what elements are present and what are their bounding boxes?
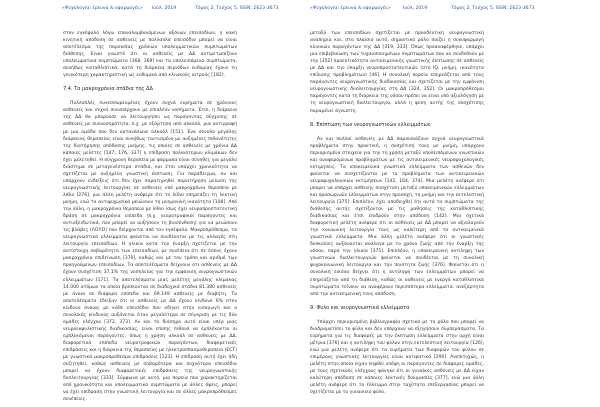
right-text-column bbox=[310, 30, 484, 396]
issue-date: Ιούλ, 2019 bbox=[152, 6, 177, 11]
body-paragraph: Αν και πολλοί ασθενείς με ΔΔ παρουσιάζουν συχνά νευρογνωστικά προβλήματα στην πρακτική, η συσχέτισή τους με μνήμη, υπάρχουν περιορισμένα στοιχεία για την τη χρήση μεταξύ υπολειπόμενων γνωστικών και αναφερόμενων προβλημάτων με τις αντικειμενικές νευροψυχολογικές εκτιμήσεις. Τα υποκειμενικά γνωστικά ελλείμματα των ασθενών δεν φαίνεται να συσχετίζονται με τα προβλήματα των αντικειμενικών νευροψυχολογικών εκτιμήσεων [142, 164, 374]. Μια μελέτη ανέφερε ότι μπορεί να υπάρχει ασθενής συσχέτιση μεταξύ υποκειμενικών ελλειμμάτων και προσωρινών ελλειμμάτων στην προσοχή, τη μνήμη και την εκτελεστική λειτουργία [375]. Επιπλέον, έχει αποδειχθεί ότι αυτά τα συμπτώματα της διάθεσης αυτής σχετίζονται με τις μαθήσεις της καταθλιπτικής διαδικασίας και έτσι επιδρούν στην απόδοση [142]. Μια σχετικά διαφορετική μελέτη ανέφερε ότι οι ασθενείς με ΔΔ μπορεί να αξιολογούν την κοινωνική λειτουργία τους ως καλύτερη από τα αντικειμενικά γνωστικά ελλείμματα. Μια άλλη μελέτη ανέφερε ότι οι γνωστικές δυσκολίες αυξάνονται ανάλογα με το χρόνο ζωής από την έναρξη της νόσου, παρά την ηλικία [375]. Επιπλέον, η υποκειμενική αντίληψη των γνωστικών δυσλειτουργιών φαίνεται να συνδέεται με τη συνολική ψυχοκοινωνική λειτουργία και την ποιότητα ζωής [376]. Φαίνεται ότι η συνολική εικόνα δείχνει ότι η αντίληψη των ελλειμμάτων μπορεί να επηρεάζεται από τη διάθεση, καθώς οι ασθενείς με ενεργά καταθλιπτικά συμπτώματα τείνουν να αναφέρουν περισσότερα ελλείμματα, ανεξάρτητα από την αντικειμενική τους απόδοση. bbox=[310, 136, 484, 297]
right-page bbox=[300, 0, 600, 407]
body-paragraph: Πολλαπλές συνεσσωρευμένες έχουν συχνά ευρήματα σε χρόνιους ασθενείς και συχνά συνυπάρχουν με επιπλέον νοσήματα. Έτσι, η διάρκεια της ΔΔ θα μπορούσε να λειτουργήσει ως παράγοντας σύγχυσης σε ασθενείς με συννοσηρότητα, π.χ. με εξάρτηση από αλκοόλ, μια αντιγραφή με μια ομάδα που δεν κατανάλωνε αλκοόλ [151]. Ένα σύνολο μεγάλης διάρκειας θεραπείας είναι συνήθως ταυτισμένο με αυξημένες πιθανότητες της διατήρησης απόδοσης μνήμης, τις οποίες σε ασθενείς με χρόνια ΔΔ κάποιες μελέτες [147, 176, 337] η επίδραση παλαιότερων κλιμάκων δεν έχει μελετηθεί. Η σύγχρονη θεραπεία με φάρμακα είναι σύνηθες για μεγάλο διάστημα σε μεταγενέστερα στάδια, και έτσι υπάρχει χρονικότητα να σχετίζεται με αυξημένη γνωστική έκπτωση. Για παράδειγμα, αν και υπάρχουν ενδείξεις ότι δεν έχει παρατηρηθεί παρατήρηση μείωση της νευρογνωστικής λειτουργίας σε ασθενείς υπό μακροχρόνια θεραπεία με λίθιο [276], μια άλλη μελέτη ανέφερε ότι το λίθιο επηρεάζει τη λεκτική μνήμη, ενώ τα αντιψυχωσικά μειώνουν τη μνημονική ικανότητα [108]. Από την άλλη, η μακροχρόνια θεραπεία με λίθιο ίσως έχει νευροπροστατευτική δράση σε μακροχρόνια επίπεδα (π.χ. νευροτροφικοί παράγοντες και αντιοξειδωτικά, που μπορεί να αυξήσουν τη βιοσύνθεση) για να μειώσουν τις βλάβες (ΛΟΥΣΙ) που διέρχονται από τον εγκέφαλο. Μακροπρόθεσμα, τα νευρογνωστικά ελλείμματα φαίνεται να συνδέονται με τις αλλαγές στη λειτουργία επεισοδίων. Η ηλικία κατά την έναρξη σχετίζεται με την αντίστοιχη σοβαρότητα των επεισοδίων, με συνέπεια ότι σε όσους έχουν μακροχρόνια επιδείνωση [370], καθώς και με τον τρόπο και αριθμό των προηγούμενων επεισοδίων. Τα αποτελέσματα δείχνουν ότι ασθενείς με ΔΔ έχουν συσχέτιση 37,1% της νοσηλείας για την εμφάνιση νευρογνωστικών ελλειμμάτων [171]. Τα αποτελέσματα μιας μελέτης μεγάλης κλίμακας 14.000 ατόμων τα οποία βρίσκονταν σε διαδοχικά στάδια 81.380 ασθενείς με άνοια σε διάφορα επίπεδα και 69.149 ασθενείς με διαβήτη. Τα αποτελέσματα έδειξαν ότι οι ασθενείς με ΔΔ έχουν κίνδυνο 6% στον κίνδυνο άνοιας με κάθε επεισόδιο που οδηγεί στην εισαγωγή και ο συνολικός κίνδυνος αυξάνεται όταν μεγαλύτερα σε σύγκριση με τις δύο ομάδες ελέγχου [372, 373]. Αν και το διάσημο αυτό είναι υπέρ μιας νευροεκφυλιστικής διαδικασίας, είναι επίσης πιθανό να εμπλέκονται οι εμπλεκόμενοι παράγοντες, όπως η χρήση αλκοόλ σε ασθενείς με ΔΔ, διαφορετικά επίπεδα νευροτροφικών παραγόντων, διαφορετικές επιδράσεις και η διάρκεια της θεραπείας με ηλεκτροσπασμοθεραπεία (ECT) με γνωστικά μακροπρόθεσμα επιδράσεις [123]. Η επίδραση αυτή έχει ήδη συζητηθεί, καθώς ασθενείς με σοβαρότερα και συχνότερα επεισόδια μπορεί να έχουν διαφορετικές επιδράσεις της νευρογνωστικής δυσλειτουργίας [333]. Σύμφωνα με αυτό, μια πορεία που χαρακτηρίζεται από χρονικότητα και υπολειμματικά συμπτώματα με άλλες όψεις, μπορεί να έχει επίδραση στην γνωστική λειτουργία και σε άλλες μακροπρόθεσμες συνέπειες. bbox=[63, 101, 237, 403]
section-heading: 7.4. Τα μακροχρόνια στάδια της ΔΔ bbox=[63, 86, 153, 93]
intro-paragraph: στον εγκέφαλο λόγω επαναλαμβανόμενων αξόνων επεισοδίων, η κακή κινητική απόδοση σε ασθενείς με πολλαπλά επεισόδια μπορεί να είναι αποτέλεσμα της παρουσίας χρόνιων υπολειμματικών συμπτωμάτων διάθεσης. Είναι γνωστό ότι οι ασθενείς με ΔΔ αντιμετωπίζουν υπολειμματικά συμπτώματα [368, 369] και τα υπολειπόμενα συμπτώματα, συνήθως καταθλιπτικά, κατά τη διάρκεια περιόδων ευθυμίας έχουν τη γενικότερη χαρακτηριστική ως ευθυμικά από κλινικούς ιατρούς [182]. bbox=[63, 31, 237, 79]
left-text-column bbox=[63, 30, 237, 403]
section-heading: 9. Φύλο και νευρογνωστικά ελλείμματα bbox=[310, 304, 410, 311]
journal-title: «Ψυχολογία: έρευνα & εφαρμογές» bbox=[310, 6, 391, 11]
issue-date: Ιούλ, 2019 bbox=[403, 6, 428, 11]
body-paragraph: Υπάρχει περιορισμένη βιβλιογραφία σχετικά με το ρόλο που μπορεί να διαδραματίσει το φύλο και δεν υπάρχουν να εξηγήσουν συμπεράσματα. Τα ευρήματα για τις διαφορές με την έκπτωση ελλείμματα στην αρχή είναι μέτρια [376] και η αντίληψη του φύλου στην εκτελεστική λειτουργία [126], ενώ μια μελέτη ανέφερε ότι τα ευρήματα των διαφορών του φύλου σε επιμέρους γνωστικές λειτουργίες είναι αντιφατικά [290]. Ανεπιτυχώς, η μελέτη στην οποία είχαν ληφθεί υπόψη οι παράγοντες σε διάφορες ομάδες, με τους σχετικούς ελέγχους φάνηκε ότι οι γυναίκες ασθενείς με ΔΔ είχαν καλύτερη απόδοση σε κάποιες λεκτικές δοκιμασίες [377], ενώ μια άλλη μελέτη ανέφερε ότι το έλλειμμα στην ταχύτητα επεξεργασίας μπορεί να σχετίζεται με το γυναικείο φύλο. bbox=[310, 319, 484, 396]
intro-paragraph: μεταξύ των επεισοδίων σχετίζεται με προοδευτική νευρογνωστική αναπηρία και, στο πλαίσιο αυτό, σημαντικό ρόλο παίζει η συνυφαρμογή κλινικών παραγόντων της ΔΔ [319, 333]. Όπως προαναφέρθηκε, υπάρχει μια επιβεβαίωση των τυχαιοποιημένων συμπτωμάτων που αν συνδεθούν με την [352] προεκτικότητα αντικειμενικής γνωστικής έκπτωσης σε ασθενείς με ΔΔ και την ύπαρξη νευροπροστατευτικών (στο IQ, μνήμη, ικανότητα επίλυσης προβλημάτων) [46]. Η συνολική πορεία επηρεάζεται από τους παράγοντες νευρογνωστικής διαδικασίας και σχετίζεται με την εμφάνιση νευρογνωστικής δυσλειτουργίας στη ΔΔ [324, 352]. Οι μακροπρόθεσμοι παράγοντες κατά τη διάρκεια της νόσου πρέπει να είναι υπό αξιολόγηση με τη νευρογνωστική δυσλειτουργία, αλλά η φύση αυτής της συσχέτισης παραμένει άγνωστη. bbox=[310, 31, 484, 114]
running-header-right bbox=[300, 6, 600, 16]
section-heading: 8. Επίπτωση των νευρογνωστικών ελλειμμάτων bbox=[310, 121, 431, 128]
running-header-left bbox=[0, 6, 300, 16]
volume-issn: Τόμος 2, Τεύχος 5, ISSN: 2623-3673 bbox=[451, 6, 535, 11]
volume-issn: Τόμος 2, Τεύχος 5, ISSN: 2623-3673 bbox=[195, 6, 279, 11]
journal-title: «Ψυχολογία: έρευνα & εφαρμογές» bbox=[62, 6, 143, 11]
